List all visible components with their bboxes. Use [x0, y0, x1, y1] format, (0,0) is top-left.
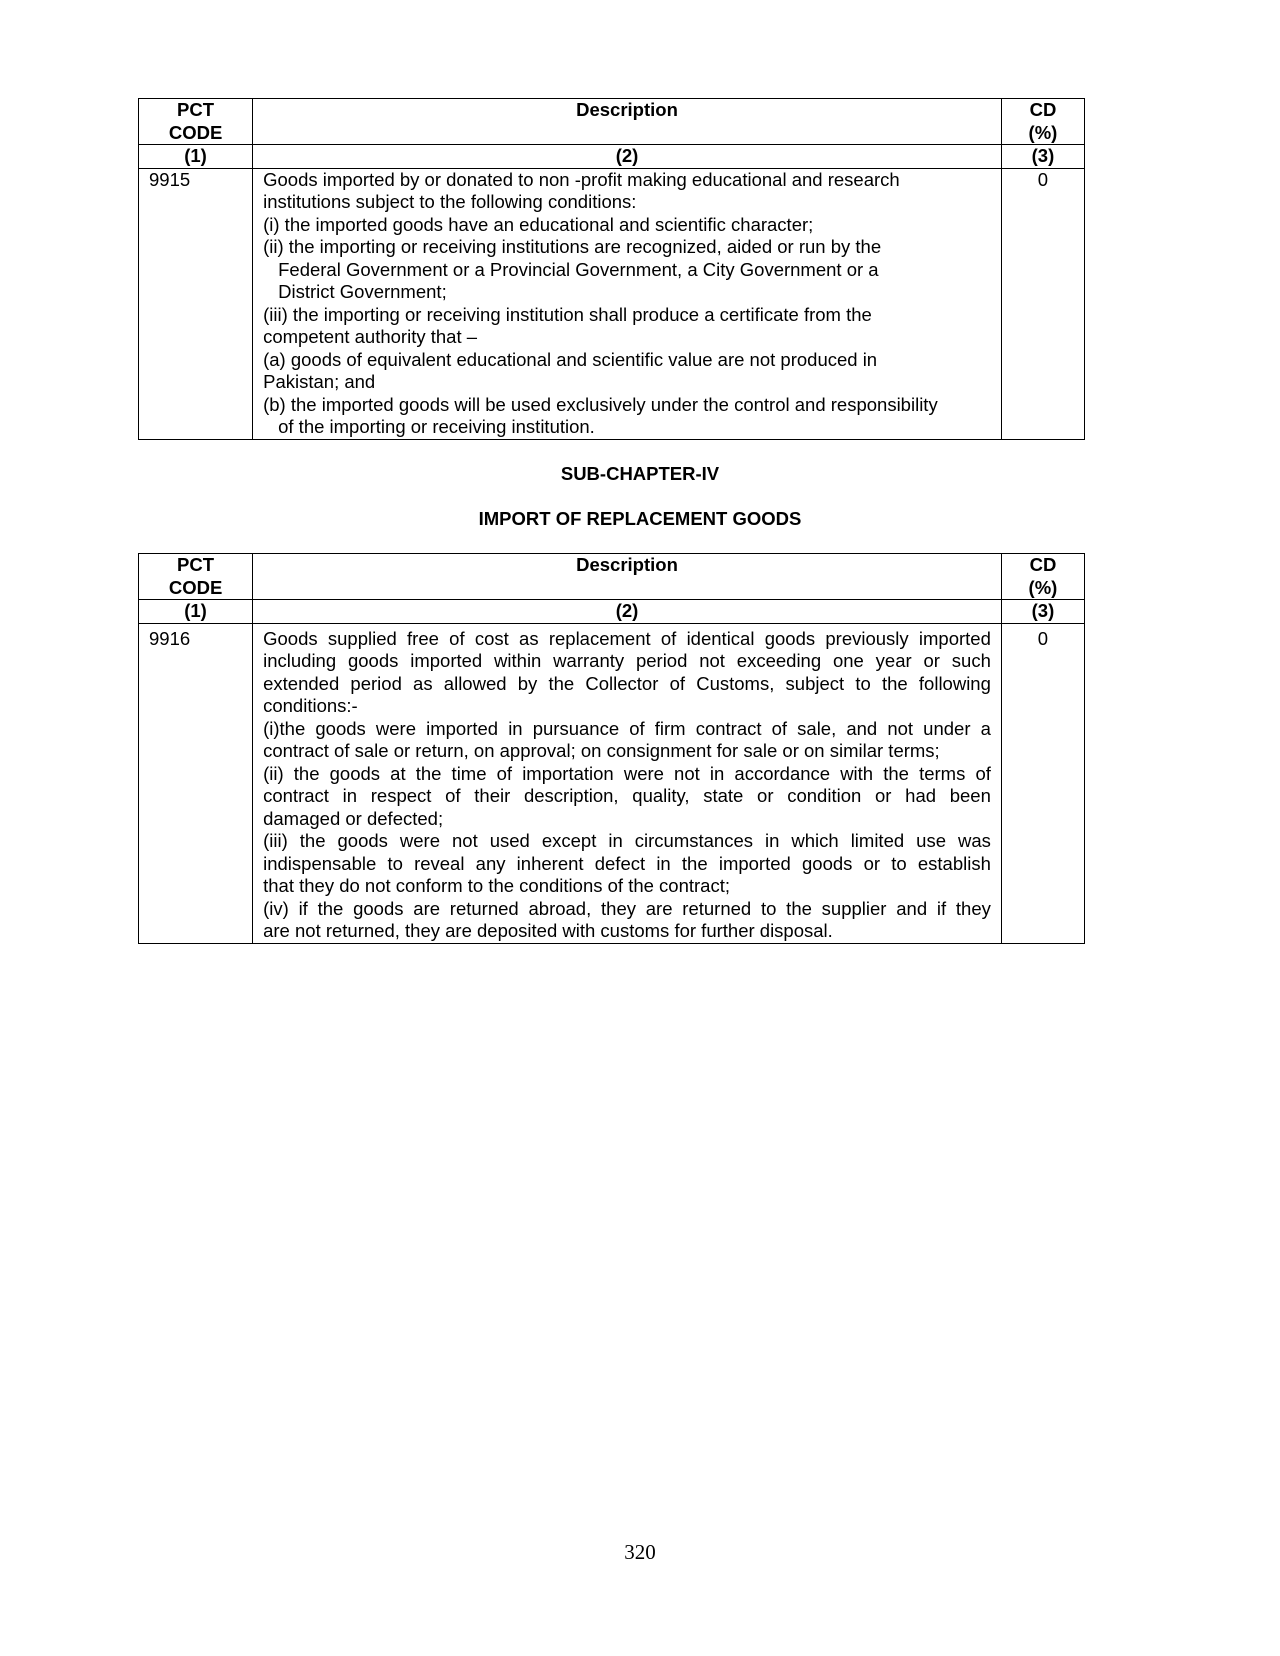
- header-pct-code: [139, 554, 253, 600]
- header-cd-text: CD (%): [1028, 99, 1058, 143]
- description-line: indispensable to reveal any inherent defect in the imported goods or to establish: [263, 852, 991, 874]
- description-line: including goods imported within warranty period not exceeding one year or such: [263, 650, 991, 671]
- header-cd: [1001, 99, 1084, 145]
- column-number-1: (1): [139, 600, 253, 624]
- table-row: [139, 168, 1085, 439]
- header-cd-text: CD (%): [1028, 554, 1058, 598]
- sub-chapter-heading: SUB-CHAPTER-IV: [560, 463, 720, 484]
- description-line: damaged or defected;: [263, 807, 444, 829]
- table-header-row: [139, 554, 1085, 600]
- description-line: District Government;: [278, 281, 447, 302]
- column-number-2: (2): [253, 600, 1002, 624]
- page-number: 320: [624, 1540, 656, 1564]
- table-header-row: [139, 99, 1085, 145]
- description-line: contract in respect of their description, quality, state or condition or had been: [263, 785, 991, 806]
- header-pct-code-text: PCT CODE: [168, 99, 223, 143]
- description-line: extended period as allowed by the Collector of Customs, subject to the following: [263, 672, 991, 694]
- description-line: are not returned, they are deposited with customs for further disposal.: [263, 920, 833, 941]
- description-line: (b) the imported goods will be used exclusively under the control and responsibility: [263, 393, 938, 415]
- description-line: that they do not conform to the conditions of the contract;: [263, 875, 730, 896]
- description-line: Pakistan; and: [263, 371, 376, 392]
- header-description: Description: [253, 99, 1002, 145]
- pct-code: 9915: [139, 168, 253, 439]
- description-line: Federal Government or a Provincial Government, a City Government or a: [278, 258, 879, 280]
- table-row: [139, 623, 1085, 943]
- column-number-3: (3): [1001, 600, 1084, 624]
- description-cell: [253, 168, 1002, 439]
- description-line: (iii) the goods were not used except in circumstances in which limited use was: [263, 830, 991, 851]
- header-pct-code-text: PCT CODE: [168, 554, 223, 598]
- pct-code: 9916: [139, 623, 253, 943]
- cd-rate: 0: [1001, 623, 1084, 943]
- column-number-1: (1): [139, 145, 253, 169]
- description-line: (i) the imported goods have an educational and scientific character;: [263, 213, 814, 235]
- description-line: (ii) the goods at the time of importation were not in accordance with the terms of: [263, 762, 991, 784]
- description-line: Goods imported by or donated to non -profit making educational and research: [263, 168, 900, 190]
- description-line: competent authority that –: [263, 326, 478, 347]
- column-number-3: (3): [1001, 145, 1084, 169]
- tariff-table-9915: [138, 98, 1085, 440]
- description-line: of the importing or receiving institution.: [278, 416, 595, 437]
- description-line: Goods supplied free of cost as replacement of identical goods previously imported: [263, 627, 991, 649]
- description-line: (ii) the importing or receiving institutions are recognized, aided or run by the: [263, 236, 882, 257]
- cd-rate: 0: [1001, 168, 1084, 439]
- column-number-row: [139, 145, 1085, 169]
- header-pct-code: [139, 99, 253, 145]
- description-line: (iv) if the goods are returned abroad, they are returned to the supplier and if they: [263, 897, 991, 919]
- description-line: (i)the goods were imported in pursuance of firm contract of sale, and not under a: [263, 717, 991, 739]
- tariff-table-9916: [138, 553, 1085, 944]
- description-line: contract of sale or return, on approval; on consignment for sale or on similar terms;: [263, 740, 940, 761]
- header-cd: [1001, 554, 1084, 600]
- column-number-2: (2): [253, 145, 1002, 169]
- description-line: (a) goods of equivalent educational and scientific value are not produced in: [263, 348, 878, 370]
- column-number-row: [139, 600, 1085, 624]
- description-line: institutions subject to the following conditions:: [263, 191, 637, 212]
- section-title: IMPORT OF REPLACEMENT GOODS: [478, 508, 802, 529]
- description-line: (iii) the importing or receiving institution shall produce a certificate from the: [263, 303, 872, 325]
- description-cell: [253, 623, 1002, 943]
- description-line: conditions:-: [263, 695, 358, 716]
- header-description: Description: [253, 554, 1002, 600]
